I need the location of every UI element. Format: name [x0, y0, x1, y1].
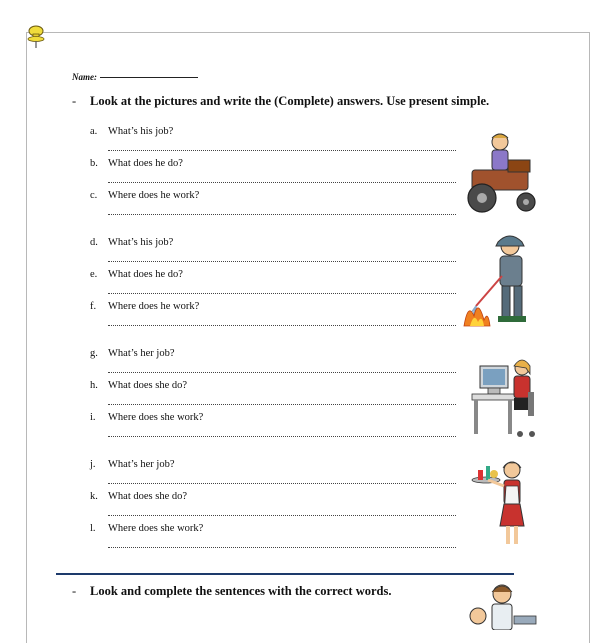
question-letter: g.: [90, 348, 98, 359]
waitress-image: [470, 458, 540, 550]
question-h: [90, 380, 187, 391]
answer-line-e[interactable]: [108, 293, 456, 294]
answer-line-j[interactable]: [108, 483, 456, 484]
question-letter: i.: [90, 412, 96, 423]
question-c: [90, 190, 199, 201]
answer-line-k[interactable]: [108, 515, 456, 516]
question-letter: f.: [90, 301, 97, 312]
question-text: What’s his job?: [108, 237, 174, 248]
question-a: [90, 126, 173, 137]
question-letter: c.: [90, 190, 98, 201]
instruction-1-text: Look at the pictures and write the (Complete) answers. Use present simple.: [90, 94, 490, 108]
firefighter-image: [462, 232, 542, 330]
secretary-computer-image: [468, 354, 542, 440]
question-text: What does she do?: [108, 491, 188, 502]
bullet-dash: -: [72, 584, 77, 598]
question-text: Where does he work?: [108, 301, 200, 312]
pushpin-icon: [26, 25, 46, 49]
question-letter: b.: [90, 158, 98, 169]
question-f: [90, 301, 199, 312]
name-field[interactable]: [72, 72, 198, 82]
name-rule: [100, 77, 198, 78]
question-i: [90, 412, 203, 423]
question-letter: a.: [90, 126, 98, 137]
question-letter: k.: [90, 491, 98, 502]
answer-line-g[interactable]: [108, 372, 456, 373]
question-text: What does he do?: [108, 158, 183, 169]
answer-line-i[interactable]: [108, 436, 456, 437]
question-letter: j.: [90, 459, 96, 470]
question-text: Where does she work?: [108, 412, 204, 423]
question-letter: d.: [90, 237, 98, 248]
page-frame: [26, 32, 590, 643]
question-text: Where does she work?: [108, 523, 204, 534]
question-g: [90, 348, 174, 359]
answer-line-c[interactable]: [108, 214, 456, 215]
question-b: [90, 158, 183, 169]
bullet-dash: -: [72, 94, 77, 108]
dentist-image: [464, 580, 540, 630]
answer-line-b[interactable]: [108, 182, 456, 183]
question-text: What’s his job?: [108, 126, 174, 137]
farmer-tractor-image: [464, 132, 542, 218]
question-l: [90, 523, 203, 534]
question-text: Where does he work?: [108, 190, 200, 201]
question-letter: e.: [90, 269, 98, 280]
question-d: [90, 237, 173, 248]
question-k: [90, 491, 187, 502]
name-label: Name:: [72, 72, 97, 82]
question-text: What’s her job?: [108, 459, 175, 470]
instruction-1: [72, 94, 489, 109]
instruction-2-text: Look and complete the sentences with the correct words.: [90, 584, 392, 598]
question-text: What does she do?: [108, 380, 188, 391]
answer-line-h[interactable]: [108, 404, 456, 405]
question-letter: h.: [90, 380, 98, 391]
question-j: [90, 459, 174, 470]
question-letter: l.: [90, 523, 96, 534]
answer-line-f[interactable]: [108, 325, 456, 326]
answer-line-d[interactable]: [108, 261, 456, 262]
instruction-2: [72, 584, 391, 599]
question-text: What’s her job?: [108, 348, 175, 359]
section-divider: [56, 573, 514, 575]
answer-line-l[interactable]: [108, 547, 456, 548]
answer-line-a[interactable]: [108, 150, 456, 151]
question-text: What does he do?: [108, 269, 183, 280]
question-e: [90, 269, 183, 280]
